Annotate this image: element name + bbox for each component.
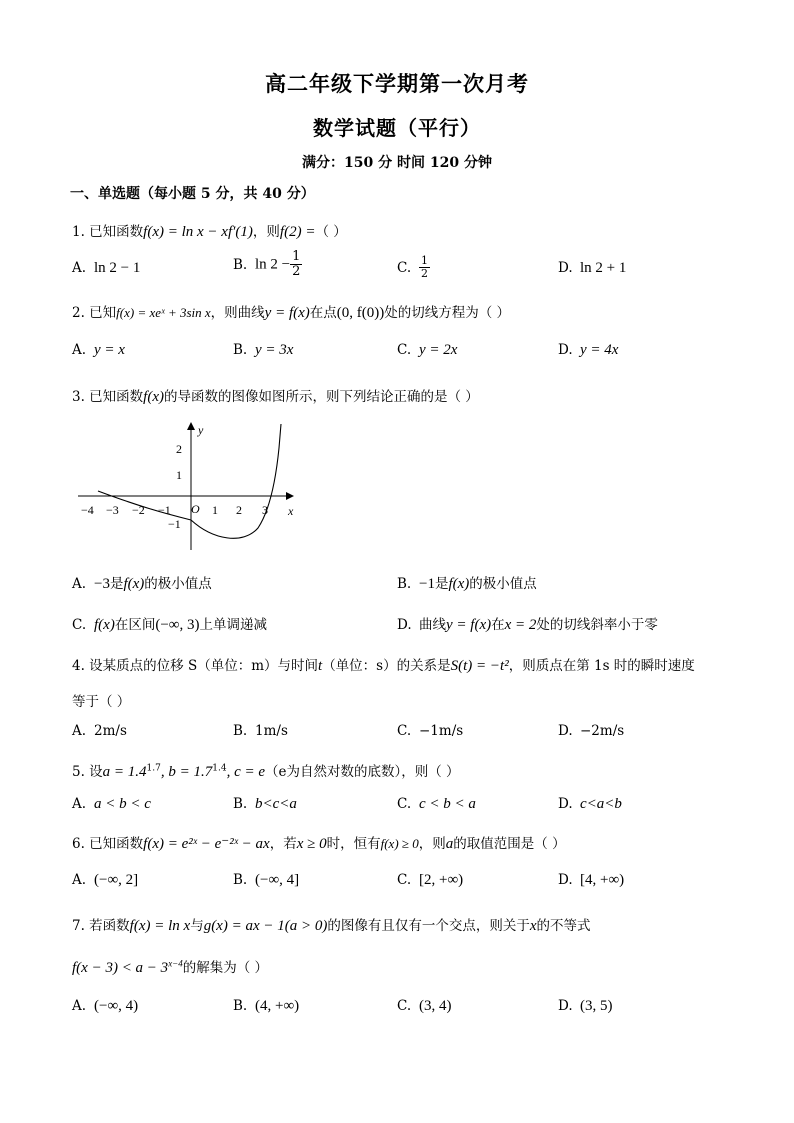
q5-b-exp: 1.4: [212, 763, 227, 774]
option-text: [4, +∞): [580, 872, 625, 888]
option-label: C.: [72, 617, 87, 633]
question-3: [72, 385, 479, 406]
option-label: B.: [233, 723, 248, 739]
q4-option-a[interactable]: [72, 723, 127, 739]
option-text: (4, +∞): [255, 998, 300, 1014]
option-text: (3, 5): [580, 998, 613, 1014]
option-text-mid: 在: [491, 617, 505, 633]
q2-text-mid2: 在点: [309, 305, 337, 321]
exam-info: 满分：150 分 时间 120 分钟: [302, 155, 492, 171]
q7-text-mid: 与: [190, 918, 204, 934]
q2-text-post: 处的切线方程为（ ）: [384, 305, 511, 321]
option-text: (−∞, 4]: [255, 872, 300, 888]
q1-option-c[interactable]: [397, 255, 430, 280]
option-label: D.: [558, 342, 573, 358]
option-text: ln 2 −: [255, 256, 291, 273]
q7-exp: x−4: [168, 958, 183, 969]
question-2: [72, 301, 510, 322]
q2-curve: y = f(x): [264, 305, 310, 321]
q5-a: a = 1.4: [102, 764, 147, 780]
question-7-line2: [72, 956, 268, 977]
option-text: −1m/s: [419, 723, 464, 739]
q3-option-a[interactable]: [72, 572, 212, 593]
fraction: [290, 250, 302, 280]
option-x: x = 2: [504, 617, 537, 633]
option-label: A.: [72, 723, 87, 739]
option-label: C.: [397, 872, 412, 888]
q7-text-line2: 的解集为（ ）: [182, 960, 269, 976]
x-tick-1: 1: [212, 503, 218, 517]
q1-option-b[interactable]: [233, 250, 302, 280]
q4-text: 4. 设某质点的位移 S（单位：m）与时间: [72, 658, 319, 674]
q7-option-d[interactable]: [558, 998, 613, 1015]
option-text: a < b < c: [94, 796, 151, 812]
option-formula: f(x): [123, 576, 145, 592]
q4-option-c[interactable]: [397, 723, 463, 739]
option-text: c<a<b: [580, 796, 622, 812]
option-text: (−∞, 4): [94, 998, 139, 1014]
option-text: (3, 4): [419, 998, 452, 1014]
q6-option-c[interactable]: [397, 872, 463, 889]
q7-option-a[interactable]: [72, 998, 138, 1015]
y-tick-2: 2: [176, 442, 182, 456]
derivative-graph: [78, 418, 308, 553]
option-math: −3: [94, 576, 110, 592]
q3-option-b[interactable]: [397, 572, 537, 593]
q5-b: , b = 1.7: [160, 764, 213, 780]
x-tick-neg2: −2: [132, 503, 145, 517]
x-axis-label: x: [288, 504, 294, 518]
option-label: D.: [397, 617, 412, 633]
option-label: B.: [397, 576, 412, 592]
option-label: C.: [397, 259, 412, 276]
denominator: 2: [292, 264, 301, 280]
q7-option-c[interactable]: [397, 998, 452, 1015]
q3-text: 3. 已知函数: [72, 389, 144, 405]
x-tick-2: 2: [236, 503, 242, 517]
denominator: 2: [421, 267, 428, 281]
option-label: D.: [558, 260, 573, 276]
q4-formula: S(t) = −t²: [450, 658, 509, 674]
y-tick-neg1: −1: [168, 517, 181, 531]
option-text: y = 3x: [255, 342, 294, 358]
q2-option-d[interactable]: [558, 342, 618, 359]
q5-option-c[interactable]: [397, 796, 476, 813]
option-text: 是: [109, 576, 124, 592]
option-text: c < b < a: [419, 796, 476, 812]
q1-formula: f(x) = ln x − xf′(1): [143, 224, 253, 240]
option-label: A.: [72, 998, 87, 1014]
q7-x: x: [529, 918, 537, 934]
option-text: ln 2 − 1: [94, 260, 141, 276]
q2-formula: f(x) = xeˣ + 3sin x: [116, 305, 211, 320]
q2-option-b[interactable]: [233, 342, 293, 359]
q5-option-a[interactable]: [72, 796, 151, 813]
q6-option-b[interactable]: [233, 872, 299, 889]
option-formula: f(x): [448, 576, 470, 592]
q4-text-mid: （单位：s）的关系是: [322, 658, 451, 674]
q7-text: 7. 若函数: [72, 918, 130, 934]
option-label: D.: [558, 998, 573, 1014]
option-text: 在区间: [114, 617, 156, 633]
option-formula: f(x): [94, 617, 115, 633]
option-label: B.: [233, 796, 248, 812]
q2-text-mid: ，则曲线: [210, 305, 265, 321]
exam-title: 高二年级下学期第一次月考: [265, 71, 529, 96]
q6-inequality: f(x) ≥ 0: [380, 836, 419, 851]
derivative-curve: [98, 424, 281, 538]
option-label: D.: [558, 796, 573, 812]
option-label: C.: [397, 796, 412, 812]
option-text: 2m/s: [94, 723, 127, 739]
q1-text-mid: ，则: [252, 224, 280, 240]
option-text: b<c<a: [255, 796, 297, 812]
q4-option-d[interactable]: [558, 723, 624, 739]
option-text-post: 上单调递减: [199, 617, 267, 633]
option-text: y = 4x: [580, 342, 619, 358]
q1-option-a[interactable]: [72, 260, 140, 277]
q2-text: 2. 已知: [72, 305, 117, 321]
q7-inequality: f(x − 3) < a − 3: [72, 960, 169, 976]
q7-f: f(x) = ln x: [129, 918, 191, 934]
q5-option-d[interactable]: [558, 796, 622, 813]
option-math: −1: [419, 576, 435, 592]
option-label: D.: [558, 872, 573, 888]
option-label: C.: [397, 998, 412, 1014]
x-tick-3: 3: [262, 503, 268, 517]
q5-option-b[interactable]: [233, 796, 297, 813]
numerator: 1: [421, 254, 428, 267]
option-label: B.: [233, 342, 248, 358]
option-label: A.: [72, 342, 87, 358]
option-interval: (−∞, 3): [155, 617, 200, 633]
q7-text-post2: 的不等式: [536, 918, 591, 934]
q4-t: t: [318, 658, 323, 674]
option-text: [2, +∞): [419, 872, 464, 888]
option-text: 1m/s: [255, 723, 288, 739]
x-tick-neg4: −4: [81, 503, 94, 517]
option-text: −2m/s: [580, 723, 625, 739]
option-label: B.: [233, 872, 248, 888]
option-text: y = 2x: [419, 342, 458, 358]
option-text: 是: [434, 576, 449, 592]
q5-text-post: （e为自然对数的底数），则（ ）: [265, 764, 460, 780]
option-formula: y = f(x): [446, 617, 492, 633]
option-label: A.: [72, 796, 87, 812]
question-6: [72, 832, 566, 853]
x-tick-neg1: −1: [158, 503, 171, 517]
q6-a: a: [445, 836, 454, 852]
q2-option-c[interactable]: [397, 342, 457, 359]
q6-option-d[interactable]: [558, 872, 624, 889]
numerator: 1: [292, 249, 301, 264]
q5-a-exp: 1.7: [146, 763, 161, 774]
question-4-line2: 等于（ ）: [72, 694, 131, 710]
q5-c: , c = e: [226, 764, 266, 780]
y-tick-1: 1: [176, 468, 182, 482]
q1-ask: f(2) =: [279, 224, 316, 240]
q1-text: 1. 已知函数: [72, 224, 144, 240]
option-label: B.: [233, 256, 248, 273]
fraction: [419, 255, 430, 280]
q4-text-post: ，则质点在第 1s 时的瞬时速度: [508, 658, 695, 674]
option-text-post: 的极小值点: [469, 576, 537, 592]
q3-text-post: 的导函数的图像如图所示，则下列结论正确的是（ ）: [164, 389, 479, 405]
q7-option-b[interactable]: [233, 998, 299, 1015]
option-label: C.: [397, 723, 412, 739]
section-heading: 一、单选题（每小题 5 分，共 40 分）: [70, 186, 315, 202]
q1-bracket: （ ）: [315, 224, 347, 240]
question-4: [72, 654, 695, 675]
q3-option-c[interactable]: [72, 613, 267, 634]
option-text-post: 处的切线斜率小于零: [536, 617, 658, 633]
q6-text-mid2: 时，恒有: [326, 836, 381, 852]
q6-condition: x ≥ 0: [296, 836, 327, 852]
option-text: y = x: [94, 342, 125, 358]
q6-text-mid3: ，则: [418, 836, 446, 852]
option-label: B.: [233, 998, 248, 1014]
y-axis-label: y: [198, 423, 204, 437]
q3-formula: f(x): [143, 389, 164, 405]
q7-g: g(x) = ax − 1(a > 0): [203, 918, 328, 934]
q6-option-a[interactable]: [72, 872, 138, 889]
q2-point: (0, f(0)): [336, 305, 385, 321]
q4-option-b[interactable]: [233, 723, 288, 739]
question-1: [72, 220, 347, 241]
option-text: (−∞, 2]: [94, 872, 139, 888]
q6-formula: f(x) = e²ˣ − e⁻²ˣ − ax: [143, 836, 270, 852]
option-label: A.: [72, 872, 87, 888]
option-label: C.: [397, 342, 412, 358]
question-5: [72, 760, 460, 781]
q2-option-a[interactable]: [72, 342, 125, 359]
option-label: A.: [72, 576, 87, 592]
option-text: ln 2 + 1: [580, 260, 627, 276]
q6-text-mid: ，若: [269, 836, 297, 852]
q1-option-d[interactable]: [558, 260, 626, 277]
origin-label: O: [191, 502, 200, 516]
q3-option-d[interactable]: [397, 613, 658, 634]
exam-subtitle: 数学试题（平行）: [313, 116, 481, 140]
option-text-post: 的极小值点: [144, 576, 212, 592]
question-7: [72, 914, 591, 935]
option-text: 曲线: [419, 617, 446, 633]
option-label: A.: [72, 260, 87, 276]
q5-text: 5. 设: [72, 764, 103, 780]
x-tick-neg3: −3: [106, 503, 119, 517]
option-label: D.: [558, 723, 573, 739]
q6-text: 6. 已知函数: [72, 836, 144, 852]
q7-text-post: 的图像有且仅有一个交点，则关于: [327, 918, 530, 934]
q6-text-post: 的取值范围是（ ）: [453, 836, 566, 852]
